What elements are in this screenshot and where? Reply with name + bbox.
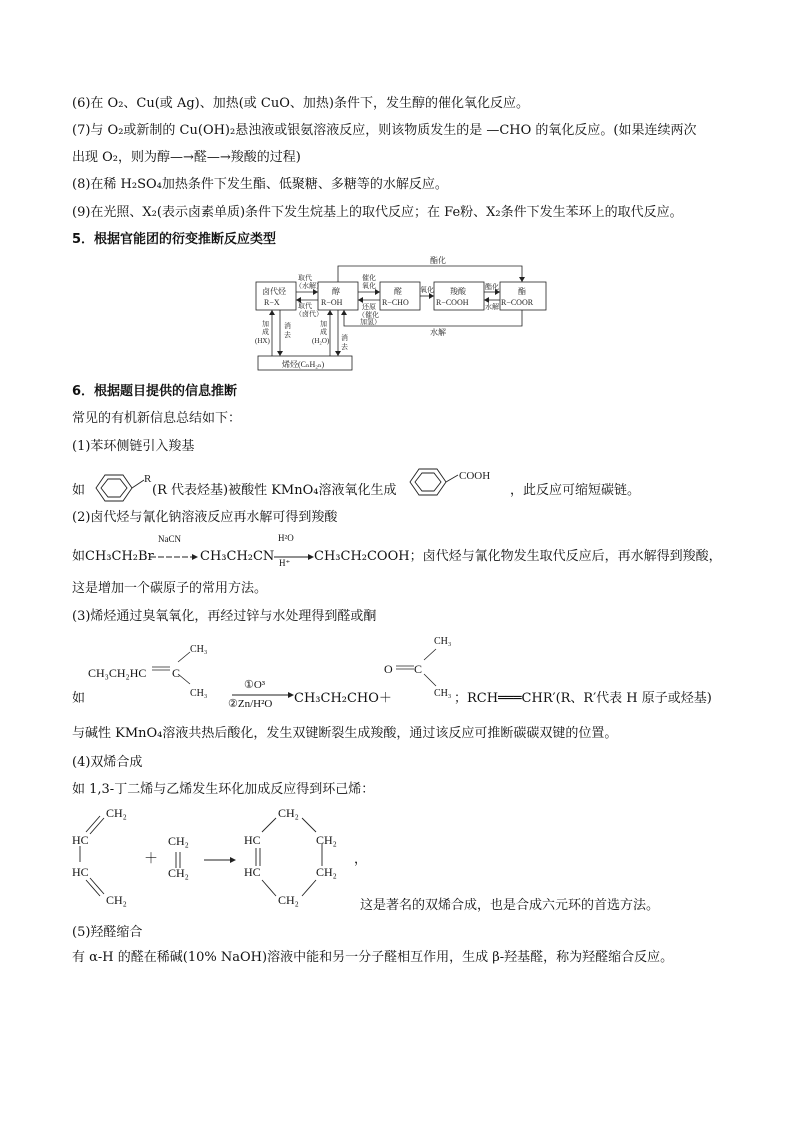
ethylene-ch2-2: CH₂: [168, 866, 189, 880]
line-7b: 出现 O₂，则为醇—→醛—→羧酸的过程): [72, 150, 301, 165]
s4-a: 如 1,3-丁二烯与乙烯发生环化加成反应得到环己烯：: [72, 782, 375, 797]
label-esterify: 酯化: [430, 256, 446, 265]
benzoic-acid-structure: [406, 464, 516, 500]
label-add-h2o-3: (H₂O): [312, 337, 330, 345]
diene-ch2-b: CH₂: [106, 893, 127, 907]
line-9: (9)在光照、X₂(表示卤素单质)条件下发生烷基上的取代反应；在 Fe粉、X₂条件下发生苯环上的取代反应。: [72, 205, 683, 220]
s2-b: 这是增加一个碳原子的常用方法。: [72, 581, 268, 596]
box-rcho: R−CHO: [382, 298, 409, 307]
label-oxidize: 氧化: [420, 286, 434, 294]
ring-hc-1: HC: [244, 833, 261, 847]
s2-reagent-2b: H⁺: [279, 558, 291, 568]
box-rx: R−X: [264, 298, 280, 307]
label-reduce-2: （催化: [358, 311, 379, 319]
diene-plus: ＋: [144, 852, 158, 867]
line-7a: (7)与 O₂或新制的 Cu(OH)₂悬浊液或银氨溶液反应，则该物质发生的是 —CHO 的氧化反应。(如果连续两次: [72, 123, 697, 138]
section-4: (4)双烯合成: [72, 755, 143, 770]
box-ester: 酯: [518, 287, 526, 296]
diene-hc-b: HC: [72, 865, 89, 879]
label-sub-hydrolysis: 取代: [298, 274, 312, 282]
ethylene-ch2-1: CH₂: [168, 834, 189, 848]
s3-molecule: CH₃CH₂HC: [88, 666, 147, 680]
intro-line: 常见的有机新信息总结如下：: [72, 411, 242, 426]
label-elim-2: 去: [284, 331, 291, 339]
s1-ru: 如: [72, 483, 86, 498]
label-hydrolysis: 水解: [485, 303, 499, 311]
ring-ch2-top: CH₂: [278, 806, 299, 820]
label-add-h2o-1: 加: [320, 320, 327, 328]
s2-eq1: 如CH₃CH₂Br: [72, 549, 154, 564]
benzoic-cooh-label: COOH: [459, 470, 491, 482]
s2-eq3: CH₃CH₂COOH；卤代烃与氰化物发生取代反应后，再水解得到羧酸，: [314, 549, 722, 564]
box-aldehyde: 醛: [394, 287, 402, 296]
s1-mid: (R 代表烃基)被酸性 KMnO₄溶液氧化生成: [152, 483, 397, 498]
s3-ch3-c: CH₃: [434, 636, 452, 647]
label-add-h2o-2: 成: [320, 328, 327, 336]
ring-ch2-r2: CH₂: [316, 865, 337, 879]
s3-tail: ；RCH═══CHR′(R、R′代表 H 原子或烃基): [454, 691, 712, 706]
label-sub-halo: 取代: [298, 302, 312, 310]
box-alcohol: 醇: [332, 287, 340, 296]
label-add-hx-1: 加: [262, 320, 269, 328]
heading-5: 5．根据官能团的衍变推断反应类型: [72, 232, 277, 247]
diene-ch2-a: CH₂: [106, 806, 127, 820]
label-esterify-2: 酯化: [485, 283, 499, 291]
ring-ch2-bot: CH₂: [278, 893, 299, 907]
line-8: (8)在稀 H₂SO₄加热条件下发生酯、低聚糖、多糖等的水解反应。: [72, 177, 448, 192]
s2-reagent-1: NaCN: [158, 534, 181, 544]
s3-reagent-2: ②Zn/H²O: [228, 698, 273, 710]
benzene-r-structure: [88, 470, 160, 506]
section-3: (3)烯烃通过臭氧氧化，再经过锌与水处理得到醛或酮: [72, 609, 377, 624]
label-cat-ox-1: 催化: [362, 274, 376, 282]
s3-reagent-1: ①O³: [244, 679, 266, 691]
s3-ch3-d: CH₃: [434, 688, 452, 699]
s3-ch3-a: CH₃: [190, 644, 208, 655]
s3-ru: 如: [72, 691, 86, 706]
s2-arrow-1: [150, 552, 198, 562]
s3-c2: C: [414, 662, 423, 676]
label-reduce-1: 还原: [362, 303, 376, 311]
s1-end: ，此反应可缩短碳链。: [510, 483, 641, 498]
label-hydrolysis-long: 水解: [430, 328, 446, 337]
section-1: (1)苯环侧链引入羧基: [72, 439, 195, 454]
ring-ch2-r1: CH₂: [316, 833, 337, 847]
label-add-hx-2: 成: [262, 328, 269, 336]
box-rcoor: R−COOR: [501, 298, 534, 307]
label-cat-ox-2: 氧化: [362, 282, 376, 290]
label-elim-4: 去: [341, 343, 348, 351]
ring-comma: ，: [354, 851, 368, 866]
s3-b: 与碱性 KMnO₄溶液共热后酸化，发生双键断裂生成羧酸，通过该反应可推断碳碳双键的位置。: [72, 726, 618, 741]
s3-o: O: [384, 662, 393, 676]
box-haloalkane: 卤代烃: [262, 287, 286, 296]
box-rcooh: R−COOH: [436, 298, 469, 307]
heading-6: 6．根据题目提供的信息推断: [72, 384, 238, 399]
benzene-r-label: R: [144, 473, 152, 485]
s5-a: 有 α-H 的醛在稀碱(10% NaOH)溶液中能和另一分子醛相互作用，生成 β-羟基醛，称为羟醛缩合反应。: [72, 950, 674, 965]
label-elim-3: 消: [341, 334, 348, 342]
s2-eq2: CH₃CH₂CN: [200, 549, 275, 564]
s2-arrow-2: [274, 552, 314, 562]
box-acid: 羧酸: [450, 287, 466, 296]
s3-product: CH₃CH₂CHO＋: [294, 691, 392, 706]
s2-reagent-2a: H²O: [278, 533, 294, 543]
label-sub-hydrolysis-2: （水解）: [295, 282, 323, 290]
diene-hc-a: HC: [72, 833, 89, 847]
line-6: (6)在 O₂、Cu(或 Ag)、加热(或 CuO、加热)条件下，发生醇的催化氧化反应。: [72, 96, 529, 111]
s3-c: C: [172, 666, 181, 680]
label-add-hx-3: (HX): [255, 337, 270, 345]
ring-hc-2: HC: [244, 865, 261, 879]
label-sub-halo-2: （卤代）: [295, 310, 323, 318]
s4-tail: 这是著名的双烯合成，也是合成六元环的首选方法。: [360, 898, 660, 913]
s3-ch3-b: CH₃: [190, 688, 208, 699]
box-roh: R−OH: [321, 298, 343, 307]
label-reduce-3: 加氢）: [360, 318, 381, 326]
functional-group-diagram: [254, 252, 554, 372]
section-2: (2)卤代烃与氰化钠溶液反应再水解可得到羧酸: [72, 510, 338, 525]
label-elim-1: 消: [284, 322, 291, 330]
section-5: (5)羟醛缩合: [72, 925, 143, 940]
box-alkene: 烯烃(CₙH₂ₙ): [282, 360, 325, 369]
